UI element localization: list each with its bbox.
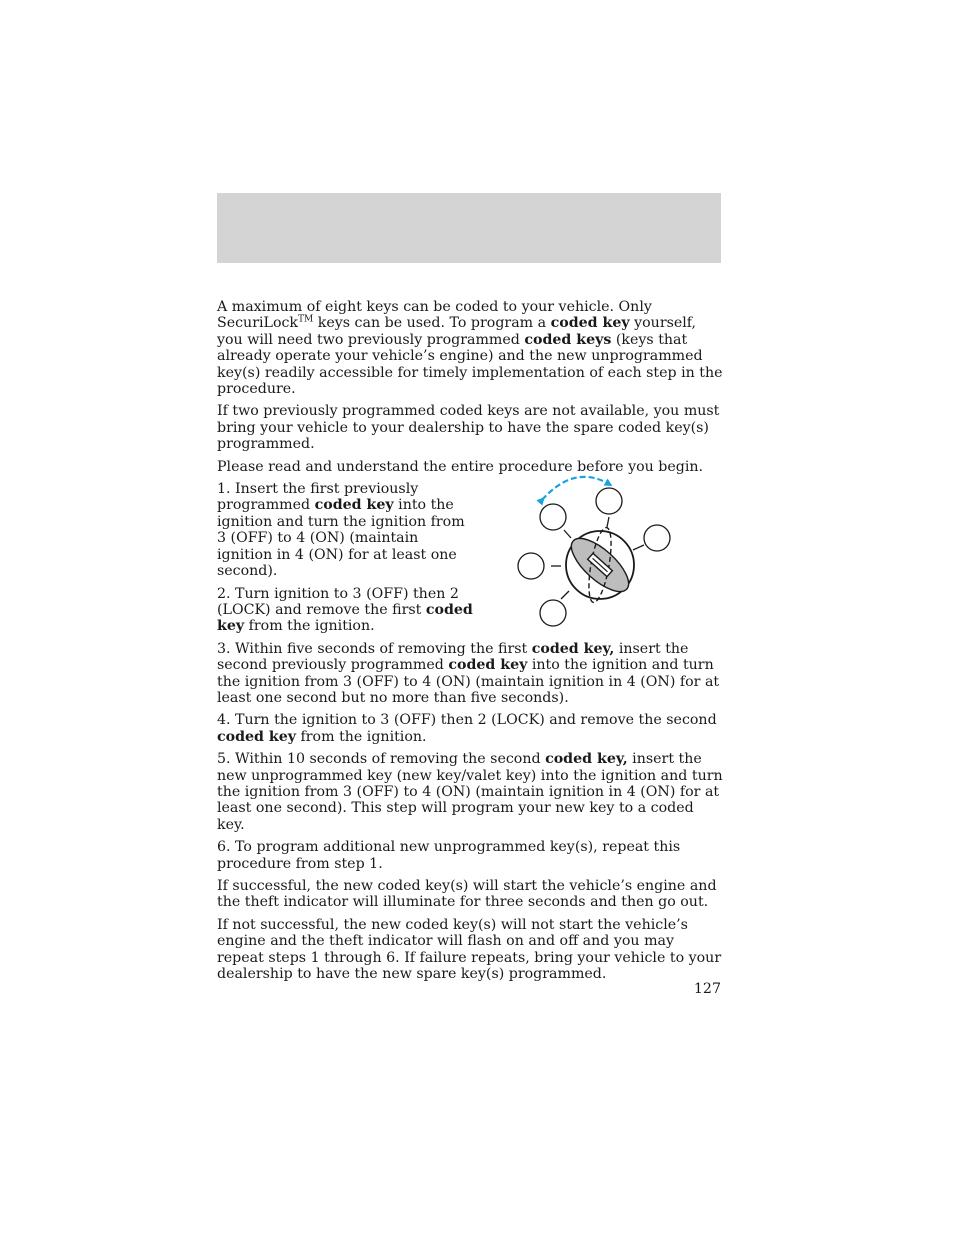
step-4 xyxy=(217,712,723,745)
intro-text: (keys that already operate your vehicle’s engine) and the new unprogrammed key(s) readily accessible for timely implementation of each step in the procedure. xyxy=(217,331,723,398)
step-text: 5. Within 10 seconds of removing the second xyxy=(217,751,546,768)
trademark-symbol: TM xyxy=(298,314,314,325)
ignition-diagram-svg xyxy=(510,468,680,633)
emphasis-coded-key: coded key, xyxy=(545,751,628,768)
failure-paragraph: If not successful, the new coded key(s) will not start the vehicle’s engine and the theft indicator will flash on and off and you may repeat steps 1 through 6. If failure repeats, bring your vehicle to your dealership to have the new spare key(s) programmed. xyxy=(217,916,722,983)
step-text: insert the new unprogrammed key (new key/valet key) into the ignition and turn the ignition from 3 (OFF) to 4 (ON) (maintain ignition in 4 (ON) for at least one second). This step will program your new key to a coded key. xyxy=(217,751,723,833)
step-text: from the ignition. xyxy=(244,618,375,635)
success-paragraph: If successful, the new coded key(s) will start the vehicle’s engine and the theft indicator will illuminate for three seconds and then go out. xyxy=(217,878,717,911)
position-marker-2 xyxy=(540,600,566,626)
page-number: 127 xyxy=(693,981,721,997)
page-content xyxy=(217,299,723,988)
emphasis-coded-key: coded key xyxy=(448,657,528,674)
step-text: into the ignition and turn the ignition from 3 (OFF) to 4 (ON) (maintain ignition in 4 (ON) for at least one second). xyxy=(217,497,465,580)
intro-paragraph-3: Please read and understand the entire procedure before you begin. xyxy=(217,458,704,475)
emphasis-coded-keys: coded keys xyxy=(524,331,612,348)
emphasis-coded-key: coded key xyxy=(314,497,394,514)
intro-paragraph-2: If two previously programmed coded keys are not available, you must bring your vehicle to your dealership to have the spare coded key(s) programmed. xyxy=(217,403,720,453)
emphasis-coded-key: coded key, xyxy=(531,640,615,657)
intro-text: yourself, you will need two previously programmed xyxy=(217,315,697,348)
step-text: from the ignition. xyxy=(296,728,427,745)
emphasis-coded-key: coded key xyxy=(217,601,473,635)
step-2 xyxy=(217,586,475,635)
step-text: 3. Within five seconds of removing the first xyxy=(217,640,532,657)
step-text: into the ignition and turn the ignition from 3 (OFF) to 4 (ON) (maintain ignition in 4 (ON) for at least one second but no more than five seconds). xyxy=(217,657,720,706)
position-marker-1 xyxy=(518,553,544,579)
emphasis-coded-key: coded key xyxy=(550,315,630,332)
emphasis-coded-key: coded key xyxy=(217,728,297,745)
intro-text: A maximum of eight keys can be coded to your vehicle. Only SecuriLock xyxy=(217,299,652,332)
step-text: 2. Turn ignition to 3 (OFF) then 2 (LOCK) and remove the first xyxy=(217,585,459,618)
step-5 xyxy=(217,751,723,833)
section-header-band xyxy=(217,193,721,263)
position-marker-4 xyxy=(596,488,622,514)
tick-line xyxy=(607,517,609,527)
step-text: 1. Insert the first previously programmed xyxy=(217,481,419,514)
ignition-diagram xyxy=(510,468,680,633)
step-3 xyxy=(217,641,723,707)
step-text: 4. Turn the ignition to 3 (OFF) then 2 (LOCK) and remove the second xyxy=(217,712,717,729)
position-marker-5 xyxy=(644,525,670,551)
tick-line xyxy=(633,545,644,550)
position-marker-3 xyxy=(540,504,566,530)
step-text: insert the second previously programmed xyxy=(217,640,689,674)
intro-paragraph-1 xyxy=(217,299,723,397)
tick-line xyxy=(564,530,571,538)
step-6: 6. To program additional new unprogrammed key(s), repeat this procedure from step 1. xyxy=(217,839,681,872)
tick-line xyxy=(561,591,569,599)
intro-text: keys can be used. To program a xyxy=(313,315,551,332)
step-1 xyxy=(217,481,475,579)
